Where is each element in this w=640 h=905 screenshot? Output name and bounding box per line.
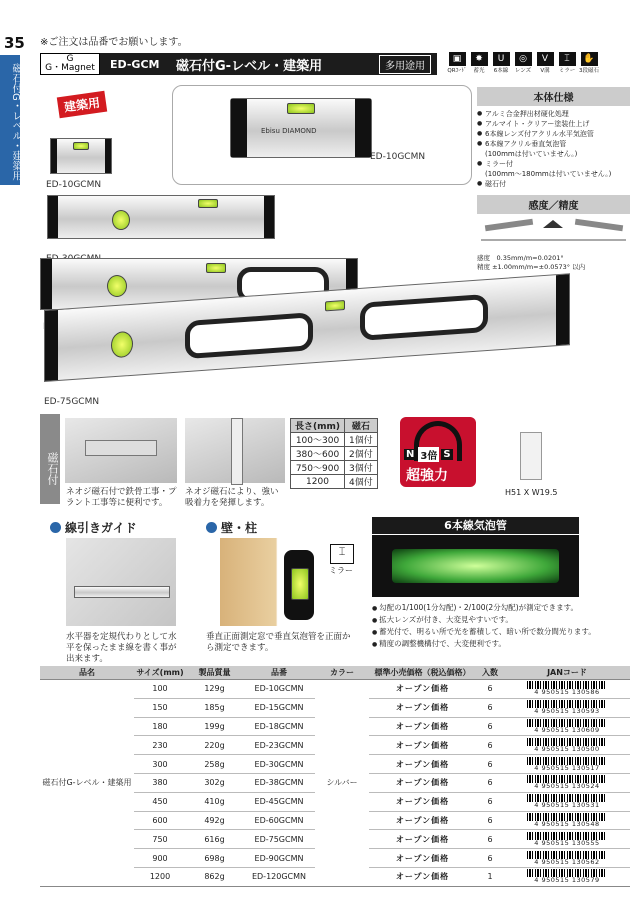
bullet-dot-icon: [206, 522, 217, 533]
table-row: 380〜600 2個付: [291, 447, 378, 461]
vial-photo: [372, 535, 579, 597]
table-row: 180 199g ED-18GCMN オープン価格 6 4 950515 130609: [40, 717, 630, 736]
spec-item: ● アルマイト・クリアー塗装仕上げ: [477, 119, 630, 129]
spec-panel: [477, 87, 630, 272]
n-pole: N: [406, 449, 415, 460]
spec-item: (100mmは付いていません。): [485, 150, 578, 158]
table-row: 900 698g ED-90GCMN オープン価格 6 4 950515 130562: [40, 849, 630, 868]
label-ed10: ED-10GCMN: [46, 180, 102, 190]
jan-barcode: 4 950515 130586: [505, 681, 629, 696]
spec-item: ● 磁石付: [477, 179, 630, 189]
table-row: 100〜300 1個付: [291, 433, 378, 447]
spec-heading: 本体仕様: [477, 87, 630, 106]
table-row: 磁石付G-レベル・建築用 100 129g ED-10GCMN シルバー オープン価格 6 4 950515 130586: [40, 680, 630, 699]
wall-photo: [220, 538, 360, 626]
use-badge: 多用途用: [379, 55, 431, 74]
magnet-caption-1: ネオジ磁石付で鉄骨工事・プラント工事等に便利です。: [66, 487, 177, 508]
spec-item: ● ミラー付: [477, 159, 630, 169]
s-pole: S: [443, 449, 451, 460]
strength-multiplier: 3倍: [418, 447, 439, 462]
v-groove-icon: V V溝: [535, 52, 555, 74]
jan-barcode: 4 950515 130548: [505, 813, 629, 828]
zoom-vial: [287, 103, 315, 114]
kando-heading: 感度／精度: [477, 195, 630, 214]
cross-section-diagram: [520, 432, 542, 480]
kando-line1: 感度 0.35mm/m=0.0201°: [477, 254, 564, 262]
table-row: 750 616g ED-75GCMN オープン価格 6 4 950515 130555: [40, 830, 630, 849]
vial-feature: ● 蓄光付で、明るい所で光を蓄積して、暗い所で数分間光ります。: [372, 626, 602, 638]
feature-icons: [447, 52, 599, 74]
product-header: [40, 53, 437, 75]
jan-barcode: 4 950515 130555: [505, 832, 629, 847]
level-ed10: [50, 138, 112, 174]
grip-icon: ✋ 3段磁石: [579, 54, 599, 74]
table-row: 380 302g ED-38GCMN オープン価格 6 4 950515 130524: [40, 773, 630, 792]
side-tab: 磁石付G・レベル・建築用: [0, 55, 20, 185]
color-cell: シルバー: [315, 680, 369, 887]
header-title: 磁石付G-レベル・建築用: [176, 58, 323, 74]
level-ed30: [47, 195, 275, 239]
magnet-caption-2: ネオジ磁石により、強い吸着力を発揮します。: [185, 487, 279, 508]
mirror-icon: ⌶ ミラー: [558, 54, 576, 74]
kando-line2: 精度 ±1.00mm/m=±0.0573° 以内: [477, 263, 586, 271]
mirror-label: ミラー: [329, 566, 353, 575]
table-row: 300 258g ED-30GCMN オープン価格 6 4 950515 130517: [40, 755, 630, 774]
table-row: 750〜900 3個付: [291, 461, 378, 475]
line-guide-heading: 線引きガイド: [50, 519, 137, 536]
vial-feature: ● 拡大レンズが付き、大変見やすいです。: [372, 614, 602, 626]
super-strong-label: 超強力: [406, 468, 448, 484]
wall-heading: 壁・柱: [206, 519, 257, 536]
table-row: 1200 4個付: [291, 475, 378, 489]
jan-barcode: 4 950515 130524: [505, 775, 629, 790]
g-magnet-logo: [40, 53, 100, 75]
product-name-cell: 磁石付G-レベル・建築用: [40, 680, 134, 887]
spec-item: (100mm〜180mmは付いていません。): [485, 170, 612, 178]
jan-barcode: 4 950515 130593: [505, 700, 629, 715]
dimension-label: H51 X W19.5: [505, 488, 558, 497]
table-header-row: 長さ(mm) 磁石: [291, 419, 378, 433]
triple-strength-badge: [400, 417, 476, 487]
magnet-photo-2: [185, 418, 285, 483]
brand-label: Ebisu DIAMOND: [261, 127, 317, 135]
glow-icon: ✸ 蓄光: [469, 52, 489, 74]
jan-barcode: 4 950515 130609: [505, 719, 629, 734]
jan-barcode: 4 950515 130579: [505, 869, 629, 884]
table-header-row: 品名 サイズ(mm) 製品質量 品番 カラー 標準小売価格（税込価格） 入数 JANコード: [40, 666, 630, 680]
magnet-icon: U 6本線: [493, 54, 509, 74]
label-ed75: ED-75GCMN: [44, 397, 100, 407]
line-guide-caption: 水平器を定規代わりとして水平を保ったまま線を書く事が出来ます。: [66, 632, 177, 664]
magnet-side-label: 磁石付: [40, 414, 60, 504]
logo-top: G: [66, 54, 74, 64]
spec-item: ● 6本線レンズ付アクリル水平気泡管: [477, 129, 630, 139]
table-row: 230 220g ED-23GCMN オープン価格 6 4 950515 130500: [40, 736, 630, 755]
vial-feature: ● 勾配の1/100(1分勾配)・2/100(2分勾配)が測定できます。: [372, 602, 602, 614]
jan-barcode: 4 950515 130562: [505, 851, 629, 866]
table-row: 450 410g ED-45GCMN オープン価格 6 4 950515 130531: [40, 792, 630, 811]
table-row: 150 185g ED-15GCMN オープン価格 6 4 950515 130593: [40, 698, 630, 717]
line-guide-photo: [66, 538, 176, 626]
label-ed10-zoom: ED-10GCMN: [370, 152, 426, 162]
jan-barcode: 4 950515 130531: [505, 794, 629, 809]
table-row: 1200 862g ED-120GCMN オープン価格 1 4 950515 130579: [40, 867, 630, 886]
order-note: ※ご注文は品番でお願いします。: [40, 37, 188, 48]
bullet-dot-icon: [50, 522, 61, 533]
magnet-photo-1: [65, 418, 177, 483]
lens-icon: ◎ レンズ: [514, 54, 532, 74]
vial-features: [372, 602, 602, 650]
logo-bottom: G・Magnet: [45, 63, 95, 73]
level-zoom: [230, 98, 372, 158]
table-row: 600 492g ED-60GCMN オープン価格 6 4 950515 130548: [40, 811, 630, 830]
vial-feature: ● 精度の調整機構付で、大変便利です。: [372, 638, 602, 650]
construction-badge: 建築用: [57, 91, 107, 118]
spec-list: [477, 109, 630, 189]
qr-icon: ▣ QRｺｰﾄﾞ: [447, 54, 467, 74]
product-table: [40, 666, 630, 887]
jan-barcode: 4 950515 130500: [505, 738, 629, 753]
header-model: ED-GCM: [110, 57, 160, 71]
wall-caption: 垂直正面測定窓で垂直気泡管を正面から測定できます。: [206, 632, 351, 653]
vial-heading: 6本線気泡管: [372, 517, 579, 534]
jan-barcode: 4 950515 130517: [505, 757, 629, 772]
sensitivity-diagram: [477, 214, 630, 246]
spec-item: ● アルミ合金押出材硬化処理: [477, 109, 630, 119]
page-number: 35: [4, 34, 25, 52]
spec-item: ● 6本線アクリル垂直気泡管: [477, 139, 630, 149]
mirror-icon: ⌶: [330, 544, 354, 564]
magnet-count-table: [290, 418, 378, 489]
